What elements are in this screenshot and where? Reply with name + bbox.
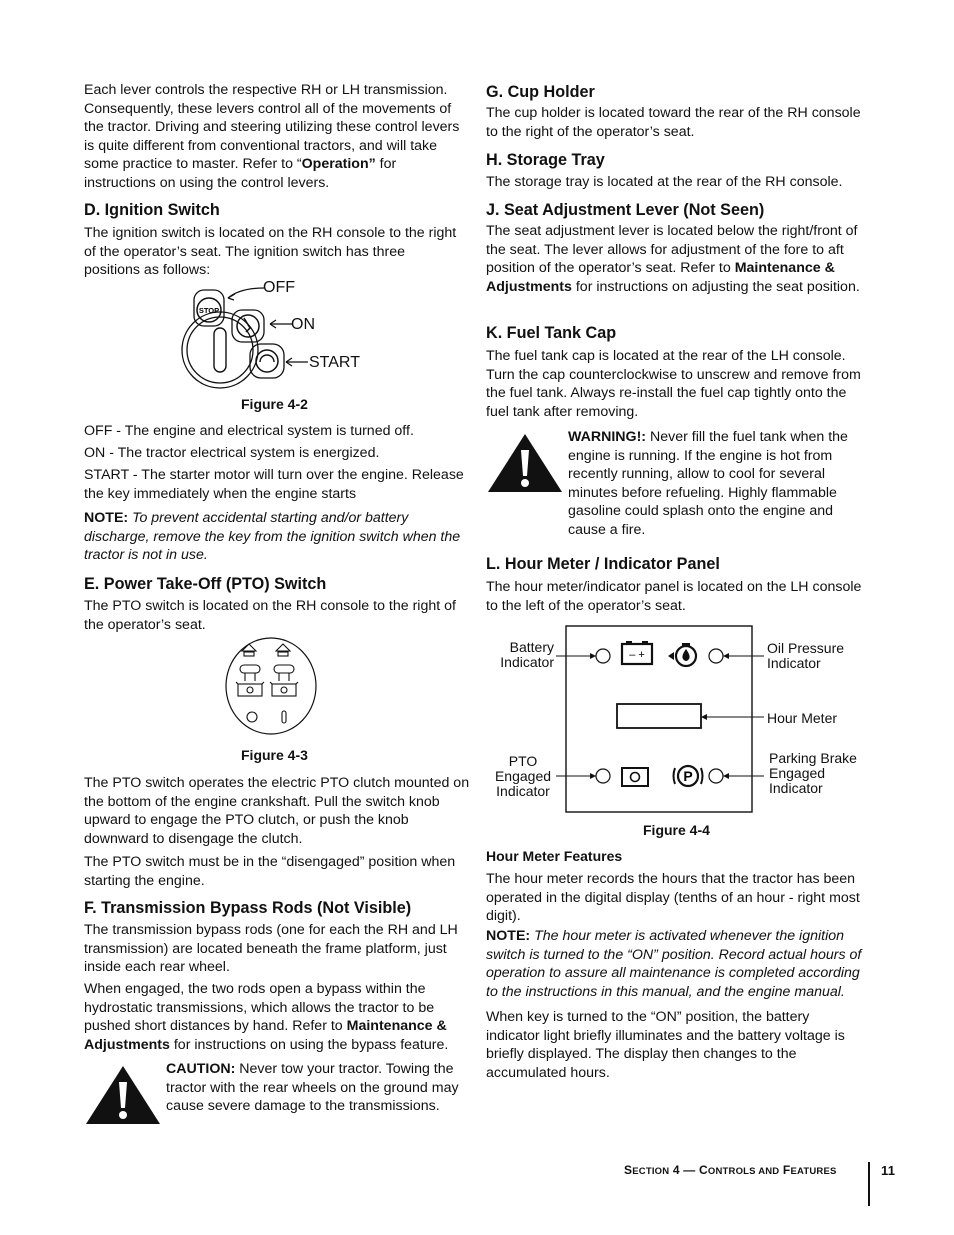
section-d-title: D. Ignition Switch bbox=[84, 201, 220, 219]
pto-indicator-light bbox=[596, 769, 610, 783]
on-description: ON - The tractor electrical system is energized. bbox=[84, 445, 380, 461]
hour-meter-display bbox=[617, 704, 701, 728]
parking-brake-indicator-light bbox=[709, 769, 723, 783]
section-j-text: The seat adjustment lever is located below the right/front of the seat. The lever allows for adjustment of the fore to aft position of the operator’s seat. Refer to Maintenance & Adjustments for instructions on adjusting the seat position. bbox=[486, 223, 860, 295]
parking-brake-label: Parking Brake Engaged Indicator bbox=[769, 750, 857, 796]
figure-4-4-caption: Figure 4-4 bbox=[643, 822, 710, 838]
fuel-warning-icon bbox=[486, 432, 564, 494]
off-description: OFF - The engine and electrical system is turned off. bbox=[84, 423, 414, 439]
section-l-text: The hour meter/indicator panel is located on the LH console to the left of the operator’s seat. bbox=[486, 579, 862, 614]
oil-pressure-indicator-light bbox=[709, 649, 723, 663]
section-k-title: K. Fuel Tank Cap bbox=[486, 324, 617, 342]
oil-pressure-label: Oil Pressure Indicator bbox=[767, 640, 845, 671]
section-j-title: J. Seat Adjustment Lever (Not Seen) bbox=[486, 201, 765, 219]
section-e-text: The PTO switch is located on the RH console to the right of the operator’s seat. bbox=[84, 598, 456, 633]
pto-paragraph-2: The PTO switch must be in the “disengaged” position when starting the engine. bbox=[84, 854, 456, 889]
pto-engaged-label: PTO Engaged Indicator bbox=[494, 753, 552, 799]
battery-indicator-label: Battery Indicator bbox=[500, 639, 554, 670]
pto-switch-figure bbox=[224, 637, 320, 737]
section-k-text: The fuel tank cap is located at the rear of the LH console. Turn the cap counterclockwise to unscrew and remove from the fuel tank. Always re-install the fuel cap tightly onto the fuel tank after removing. bbox=[486, 348, 861, 420]
section-e-title: E. Power Take-Off (PTO) Switch bbox=[84, 575, 327, 593]
hour-meter-label: Hour Meter bbox=[767, 710, 838, 726]
pto-engaged-icon bbox=[622, 768, 648, 786]
hour-meter-features-text: The hour meter records the hours that the tractor has been operated in the digital display (tenths of an hour - right most digit). bbox=[486, 871, 860, 925]
section-d-text: The ignition switch is located on the RH console to the right of the operator’s seat. The ignition switch has three positions as follows: bbox=[84, 225, 457, 279]
section-f-paragraph-1: The transmission bypass rods (one for each the RH and LH transmission) are located beneath the frame platform, just inside each rear wheel. bbox=[84, 922, 458, 976]
stop-icon bbox=[194, 290, 224, 326]
pto-paragraph-1: The PTO switch operates the electric PTO clutch mounted on the bottom of the engine crankshaft. Pull the switch knob upward to engage the PTO clutch, or push the knob downward to disengage the clutch. bbox=[84, 775, 470, 847]
footer-divider bbox=[868, 1162, 870, 1206]
page-number: 11 bbox=[881, 1163, 896, 1178]
section-f-paragraph-2: When engaged, the two rods open a bypass within the hydrostatic transmissions, which allows the tractor to be pushed short distances by hand. Refer to Maintenance & Adjustments for instructions on using the bypass feature. bbox=[84, 981, 449, 1053]
section-l-title: L. Hour Meter / Indicator Panel bbox=[486, 555, 720, 573]
hour-meter-final-text: When key is turned to the “ON” position, the battery indicator light briefly illuminates and the battery voltage is briefly displayed. The display then changes to the accumulated hours. bbox=[486, 1009, 845, 1081]
parking-brake-icon bbox=[674, 766, 703, 786]
battery-indicator-light bbox=[596, 649, 610, 663]
parking-brake-letter: P bbox=[683, 768, 693, 784]
battery-icon bbox=[622, 641, 652, 664]
indicator-panel-figure bbox=[550, 620, 770, 820]
intro-paragraph: Each lever controls the respective RH or LH transmission. Consequently, these levers control all of the movements of the tractor. Driving and steering utilizing these control levers is quite different from conventional tractors, and will take some practice to master. Refer to “Operation” for instructions on using the control levers. bbox=[84, 82, 460, 191]
section-f-title: F. Transmission Bypass Rods (Not Visible) bbox=[84, 899, 412, 917]
stop-icon-label: STOP bbox=[198, 306, 220, 315]
section-footer: SECTION 4 — CONTROLS AND FEATURES bbox=[624, 1163, 837, 1177]
figure-4-3-caption: Figure 4-3 bbox=[241, 747, 308, 763]
battery-signs: – + bbox=[629, 649, 645, 661]
hour-meter-note: NOTE: The hour meter is activated whenever the ignition switch is turned to the “ON” position. Record actual hours of operation to assure all maintenance is completed according to the instructions in this manual, and the engine manual. bbox=[486, 928, 862, 1000]
on-key-icon bbox=[232, 310, 264, 342]
hour-meter-features-title: Hour Meter Features bbox=[486, 848, 623, 864]
ignition-switch-figure bbox=[180, 279, 380, 392]
pto-up-icon bbox=[240, 644, 294, 681]
fig2-off-label: OFF bbox=[263, 279, 295, 296]
section-g-text: The cup holder is located toward the rear of the RH console to the right of the operator’s seat. bbox=[486, 105, 861, 140]
figure-4-2-caption: Figure 4-2 bbox=[241, 396, 308, 412]
section-g-title: G. Cup Holder bbox=[486, 83, 595, 101]
oil-pressure-icon bbox=[668, 643, 696, 666]
start-description: START - The starter motor will turn over the engine. Release the key immediately when the engine starts bbox=[84, 467, 464, 502]
fig2-on-label: ON bbox=[291, 316, 315, 333]
fig2-start-label: START bbox=[309, 354, 360, 371]
section-h-title: H. Storage Tray bbox=[486, 151, 605, 169]
fuel-warning-text: WARNING!: Never fill the fuel tank when the engine is running. If the engine is hot from recently running, allow to cool for several minutes before refueling. Highly flammable gasoline could splash onto the engine and cause a fire. bbox=[568, 429, 848, 538]
pto-indicator-icon bbox=[247, 712, 257, 722]
section-h-text: The storage tray is located at the rear of the RH console. bbox=[486, 174, 843, 190]
caution-text: CAUTION: Never tow your tractor. Towing the tractor with the rear wheels on the ground may cause severe damage to the transmissions. bbox=[166, 1061, 459, 1115]
caution-warning-icon bbox=[84, 1064, 162, 1126]
ignition-note: NOTE: To prevent accidental starting and/or battery discharge, remove the key from the ignition switch when the tractor is not in use. bbox=[84, 510, 461, 564]
pto-engage-icon bbox=[236, 682, 298, 696]
start-icon bbox=[250, 344, 284, 378]
pto-slot-icon bbox=[282, 711, 286, 723]
